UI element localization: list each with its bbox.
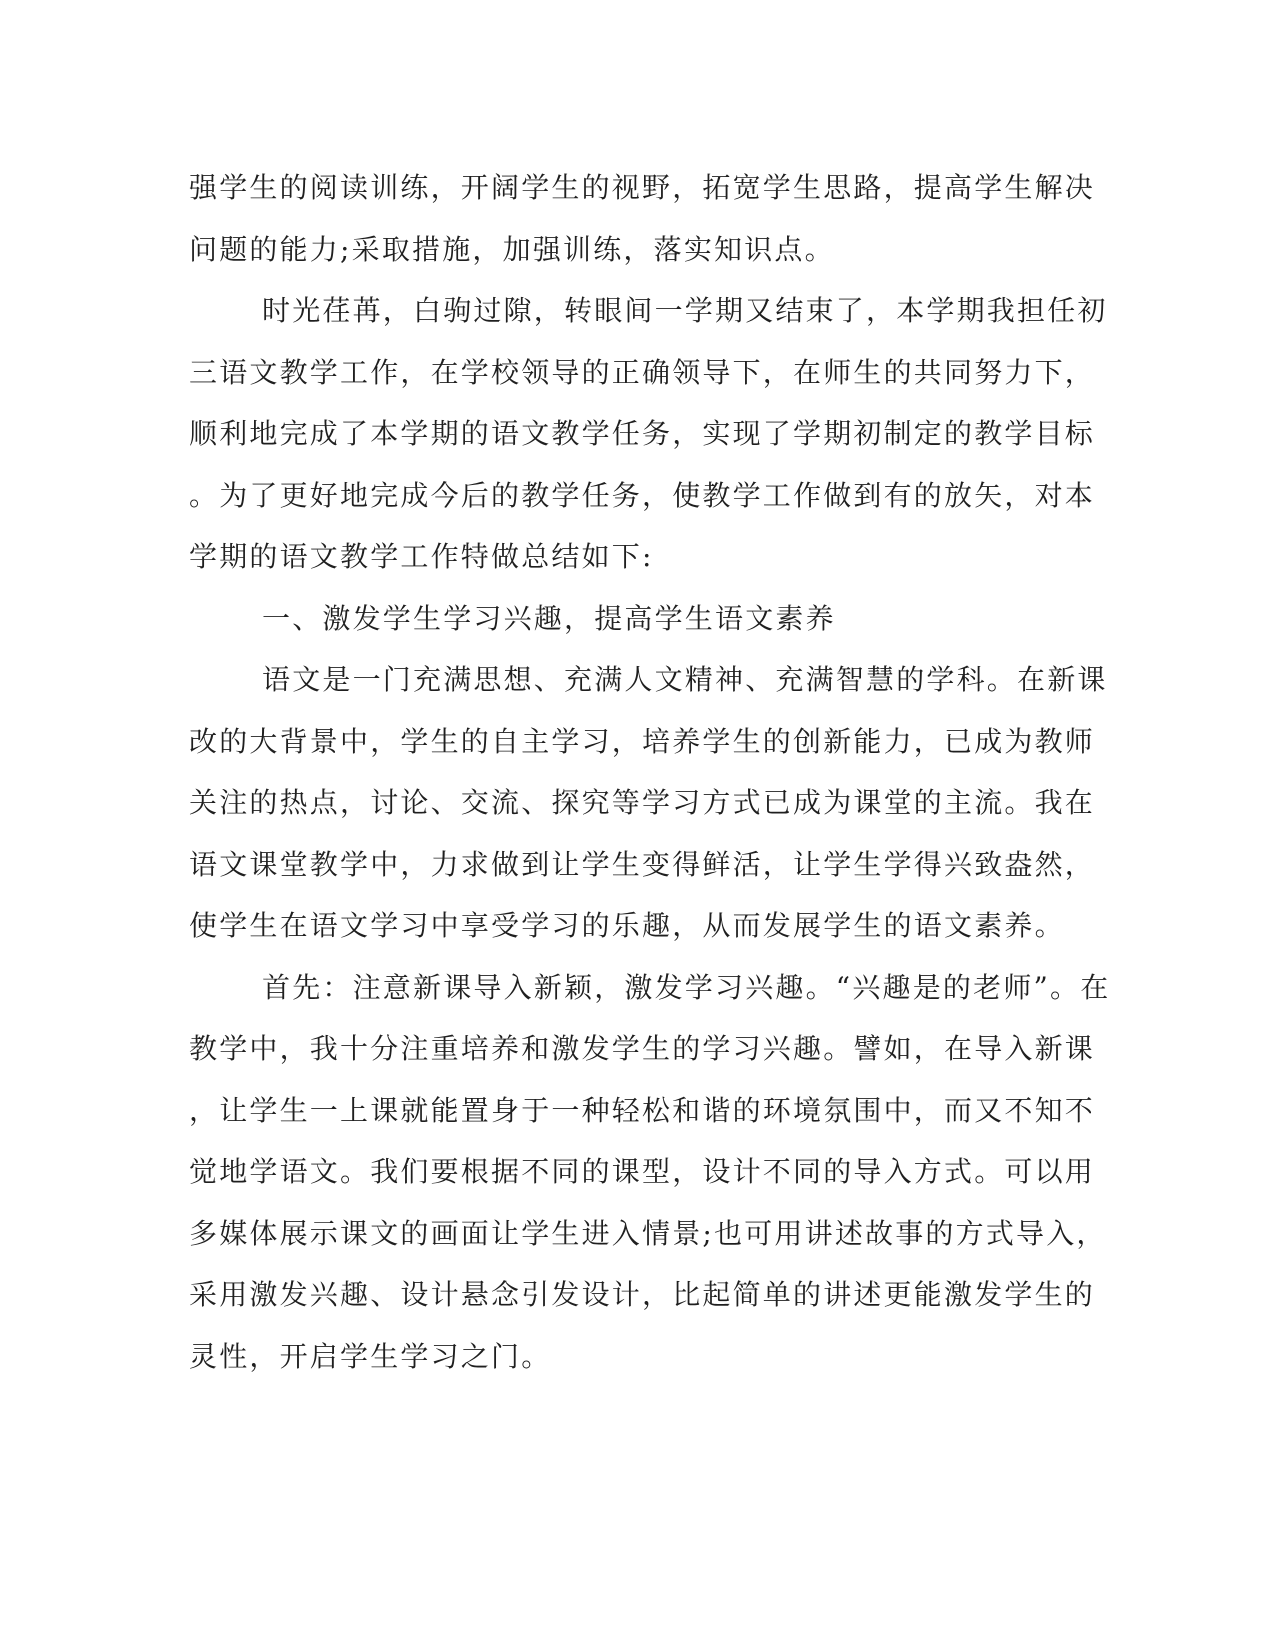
text-line-14: 首先：注意新课导入新颖，激发学习兴趣。“兴趣是的老师”。在 [262,970,1111,1004]
text-line-20: 灵性，开启学生学习之门。 [189,1339,552,1373]
text-line-5: 顺利地完成了本学期的语文教学任务，实现了学期初制定的教学目标 [189,417,1096,450]
text-line-13: 使学生在语文学习中享受学习的乐趣，从而发展学生的语文素养。 [189,909,1065,942]
text-line-1: 强学生的阅读训练，开阔学生的视野，拓宽学生思路，提高学生解决 [189,171,1096,204]
text-line-2: 问题的能力;采取措施，加强训练，落实知识点。 [189,232,835,266]
text-line-16: ，让学生一上课就能置身于一种轻松和谐的环境氛围中，而又不知不 [189,1093,1096,1127]
text-line-3: 时光荏苒，白驹过隙，转眼间一学期又结束了，本学期我担任初 [262,294,1108,327]
section-heading-1: 一、激发学生学习兴趣，提高学生语文素养 [262,601,836,635]
text-line-12: 语文课堂教学中，力求做到让学生变得鲜活，让学生学得兴致盎然， [189,847,1096,881]
text-line-7: 学期的语文教学工作特做总结如下: [189,540,654,573]
text-line-19: 采用激发兴趣、设计悬念引发设计，比起简单的讲述更能激发学生的 [189,1278,1096,1311]
text-line-4: 三语文教学工作，在学校领导的正确领导下，在师生的共同努力下， [189,355,1096,389]
text-line-10: 改的大背景中，学生的自主学习，培养学生的创新能力，已成为教师 [189,724,1096,758]
document-body [189,157,1111,1387]
text-line-18: 多媒体展示课文的画面让学生进入情景;也可用讲述故事的方式导入， [189,1216,1107,1250]
text-line-17: 觉地学语文。我们要根据不同的课型，设计不同的导入方式。可以用 [189,1155,1096,1188]
text-line-6: 。为了更好地完成今后的教学任务，使教学工作做到有的放矢，对本 [189,478,1096,512]
text-line-9: 语文是一门充满思想、充满人文精神、充满智慧的学科。在新课 [262,663,1108,696]
text-line-15: 教学中，我十分注重培养和激发学生的学习兴趣。譬如，在导入新课 [189,1032,1096,1065]
text-line-11: 关注的热点，讨论、交流、探究等学习方式已成为课堂的主流。我在 [189,786,1096,819]
